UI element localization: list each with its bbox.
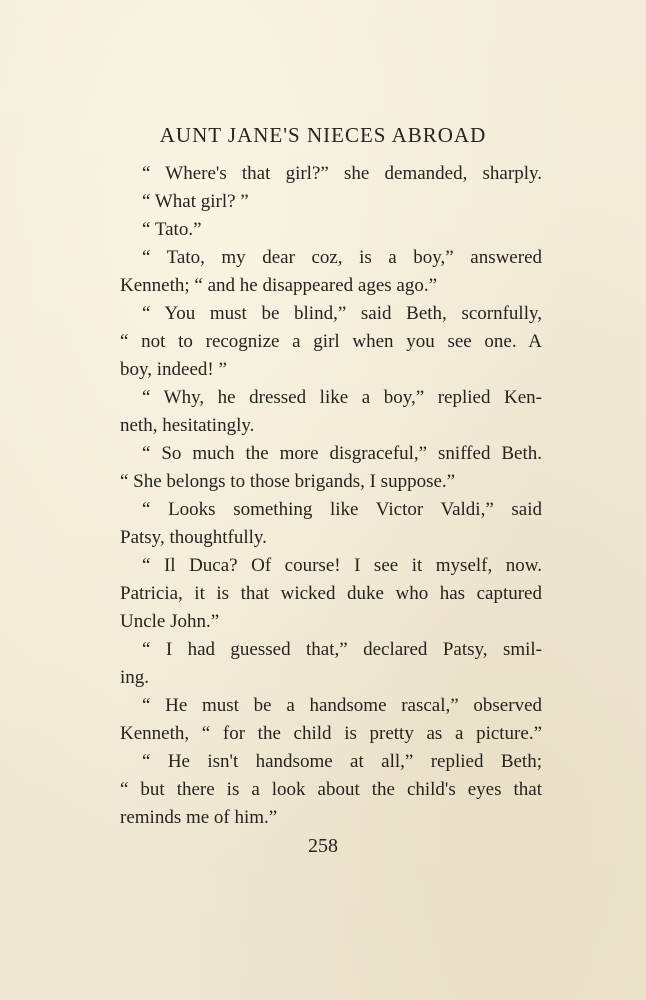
text-line: Kenneth; “ and he disappeared ages ago.”	[120, 275, 438, 296]
text-line: Patsy, thoughtfully.	[120, 527, 267, 548]
text-line: “ Looks something like Victor Valdi,” said	[142, 499, 542, 520]
text-line: “ Tato, my dear coz, is a boy,” answered	[142, 247, 542, 268]
page-number: 258	[308, 835, 338, 857]
running-head: AUNT JANE'S NIECES ABROAD	[159, 123, 487, 147]
text-line: “ He isn't handsome at all,” replied Beth;	[142, 751, 542, 772]
text-line: “ but there is a look about the child's eyes that	[120, 779, 542, 800]
text-line: “ Where's that girl?” she demanded, sharply.	[142, 163, 542, 184]
text-line: “ I had guessed that,” declared Patsy, smil-	[142, 639, 542, 660]
text-line: “ Tato.”	[142, 219, 202, 240]
text-line: “ Il Duca? Of course! I see it myself, now.	[142, 555, 542, 576]
text-line: “ So much the more disgraceful,” sniffed Beth.	[142, 443, 542, 464]
text-line: Uncle John.”	[120, 611, 220, 632]
text-line: “ She belongs to those brigands, I suppose.”	[120, 471, 456, 492]
text-line: reminds me of him.”	[120, 807, 278, 828]
text-line: “ He must be a handsome rascal,” observed	[142, 695, 542, 716]
text-line: ing.	[120, 667, 150, 688]
text-line: “ Why, he dressed like a boy,” replied Ken-	[142, 387, 542, 408]
text-line: Kenneth, “ for the child is pretty as a picture.”	[120, 723, 542, 744]
text-line: “ You must be blind,” said Beth, scornfully,	[142, 303, 542, 324]
text-line: neth, hesitatingly.	[120, 415, 255, 436]
text-line: “ What girl? ”	[142, 191, 249, 212]
body-text	[120, 160, 542, 832]
text-line: Patricia, it is that wicked duke who has captured	[120, 583, 542, 604]
text-line: “ not to recognize a girl when you see one. A	[120, 331, 542, 352]
text-line: boy, indeed! ”	[120, 359, 227, 380]
